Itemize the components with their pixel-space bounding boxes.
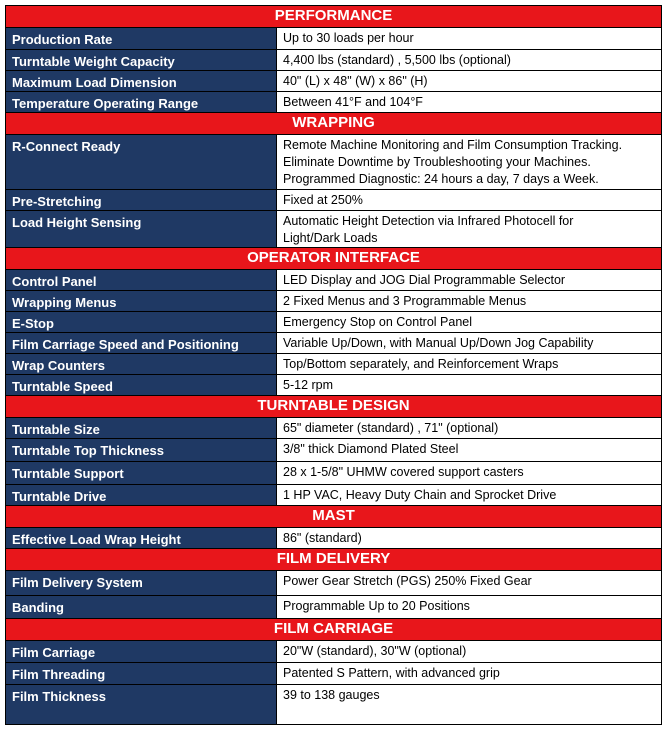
spec-label: Control Panel [6, 270, 277, 291]
spec-label: Film Delivery System [6, 571, 277, 596]
spec-row [6, 333, 662, 354]
section-header-turntable-design [6, 396, 662, 418]
spec-row [6, 135, 662, 190]
spec-value: 86" (standard) [277, 528, 662, 549]
spec-label: Banding [6, 596, 277, 619]
spec-row [6, 663, 662, 685]
spec-value: Patented S Pattern, with advanced grip [277, 663, 662, 685]
section-title: FILM CARRIAGE [6, 619, 662, 641]
spec-row [6, 211, 662, 248]
section-title: MAST [6, 506, 662, 528]
spec-row [6, 528, 662, 549]
spec-row [6, 596, 662, 619]
spec-row [6, 571, 662, 596]
spec-value: LED Display and JOG Dial Programmable Selector [277, 270, 662, 291]
spec-label: Turntable Size [6, 418, 277, 439]
spec-row [6, 312, 662, 333]
spec-row [6, 418, 662, 439]
spec-row [6, 685, 662, 725]
spec-value: 20"W (standard), 30"W (optional) [277, 641, 662, 663]
spec-label: Turntable Support [6, 462, 277, 485]
section-title: OPERATOR INTERFACE [6, 248, 662, 270]
spec-value: Variable Up/Down, with Manual Up/Down Jog Capability [277, 333, 662, 354]
spec-label: Turntable Top Thickness [6, 439, 277, 462]
spec-value: 5-12 rpm [277, 375, 662, 396]
spec-value: Top/Bottom separately, and Reinforcement Wraps [277, 354, 662, 375]
spec-label: Film Threading [6, 663, 277, 685]
spec-value: 39 to 138 gauges [277, 685, 662, 725]
spec-label: Production Rate [6, 28, 277, 50]
section-header-wrapping [6, 113, 662, 135]
section-header-operator-interface [6, 248, 662, 270]
section-title: PERFORMANCE [6, 6, 662, 28]
spec-value: 28 x 1-5/8" UHMW covered support casters [277, 462, 662, 485]
spec-label: Effective Load Wrap Height [6, 528, 277, 549]
section-title: FILM DELIVERY [6, 549, 662, 571]
section-title: WRAPPING [6, 113, 662, 135]
spec-value: Fixed at 250% [277, 190, 662, 211]
spec-label: Wrapping Menus [6, 291, 277, 312]
spec-row [6, 641, 662, 663]
spec-row [6, 50, 662, 71]
spec-label: Film Carriage Speed and Positioning [6, 333, 277, 354]
spec-row [6, 190, 662, 211]
spec-label: Pre-Stretching [6, 190, 277, 211]
spec-value: 65" diameter (standard) , 71" (optional) [277, 418, 662, 439]
spec-label: Maximum Load Dimension [6, 71, 277, 92]
spec-row [6, 375, 662, 396]
section-header-film-delivery [6, 549, 662, 571]
section-header-film-carriage [6, 619, 662, 641]
spec-label: Turntable Drive [6, 485, 277, 506]
spec-value: Up to 30 loads per hour [277, 28, 662, 50]
spec-row [6, 439, 662, 462]
spec-value: Between 41°F and 104°F [277, 92, 662, 113]
spec-value: 4,400 lbs (standard) , 5,500 lbs (optional) [277, 50, 662, 71]
spec-value: 40" (L) x 48" (W) x 86" (H) [277, 71, 662, 92]
spec-value: 3/8" thick Diamond Plated Steel [277, 439, 662, 462]
spec-label: Film Carriage [6, 641, 277, 663]
spec-row [6, 71, 662, 92]
section-header-performance [6, 6, 662, 28]
spec-label: Film Thickness [6, 685, 277, 725]
spec-row [6, 28, 662, 50]
spec-label: Temperature Operating Range [6, 92, 277, 113]
spec-table [5, 5, 662, 725]
spec-value: Remote Machine Monitoring and Film Consumption Tracking. Eliminate Downtime by Troubleshooting your Machines. Programmed Diagnostic: 24 hours a day, 7 days a Week. [277, 135, 662, 190]
spec-value: Emergency Stop on Control Panel [277, 312, 662, 333]
spec-value: Power Gear Stretch (PGS) 250% Fixed Gear [277, 571, 662, 596]
spec-label: Turntable Speed [6, 375, 277, 396]
spec-row [6, 354, 662, 375]
spec-row [6, 270, 662, 291]
spec-row [6, 462, 662, 485]
spec-label: Turntable Weight Capacity [6, 50, 277, 71]
spec-value: Programmable Up to 20 Positions [277, 596, 662, 619]
section-title: TURNTABLE DESIGN [6, 396, 662, 418]
spec-label: Load Height Sensing [6, 211, 277, 248]
spec-row [6, 291, 662, 312]
spec-value: 2 Fixed Menus and 3 Programmable Menus [277, 291, 662, 312]
spec-label: E-Stop [6, 312, 277, 333]
spec-row [6, 485, 662, 506]
section-header-mast [6, 506, 662, 528]
spec-table-body [6, 6, 662, 725]
spec-label: Wrap Counters [6, 354, 277, 375]
spec-value: Automatic Height Detection via Infrared Photocell for Light/Dark Loads [277, 211, 662, 248]
spec-row [6, 92, 662, 113]
spec-label: R-Connect Ready [6, 135, 277, 190]
spec-value: 1 HP VAC, Heavy Duty Chain and Sprocket Drive [277, 485, 662, 506]
